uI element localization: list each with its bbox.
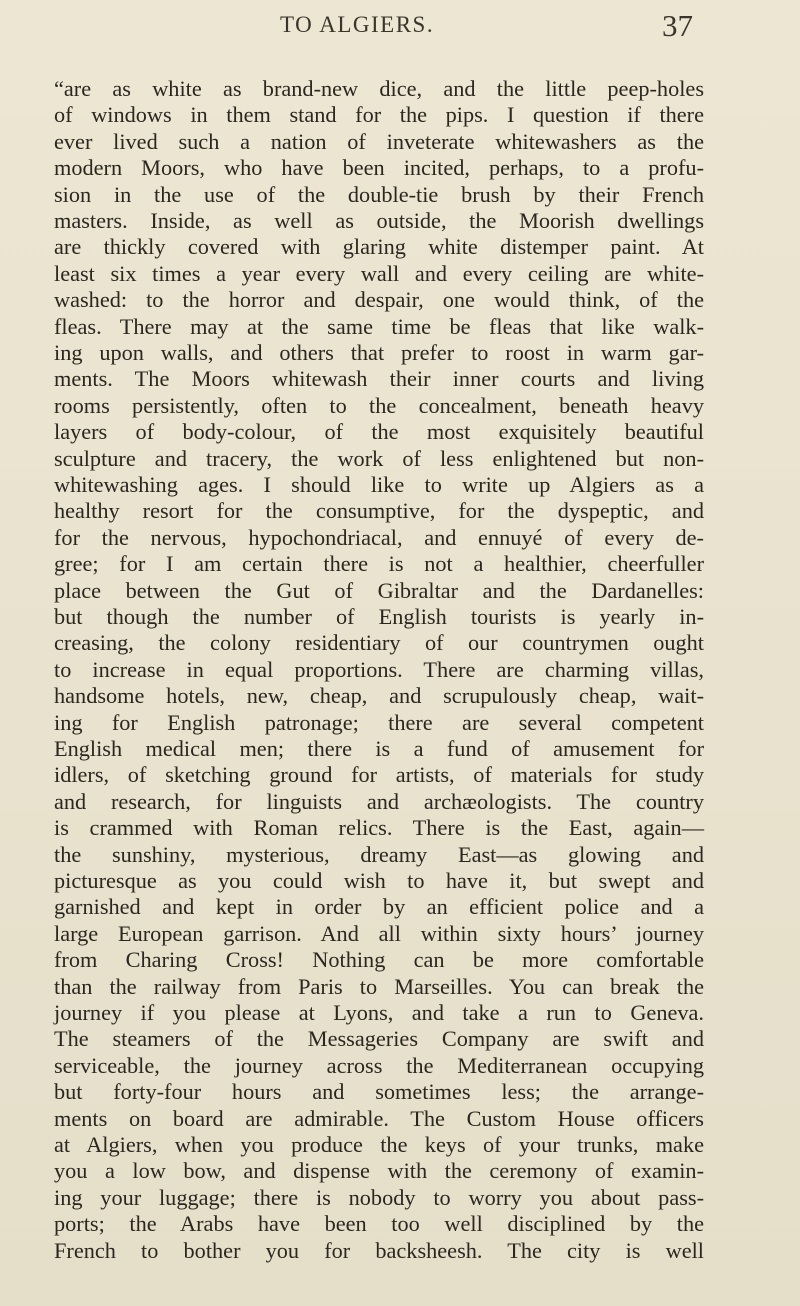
- text-line: ing for English patronage; there are several competent: [54, 709, 704, 735]
- text-line: of windows in them stand for the pips. I question if there: [54, 102, 704, 128]
- text-line: modern Moors, who have been incited, perhaps, to a profu-: [54, 155, 704, 181]
- text-line: ing upon walls, and others that prefer to roost in warm gar-: [54, 340, 704, 365]
- text-line: from Charing Cross! Nothing can be more comfortable: [54, 947, 704, 973]
- text-line: whitewashing ages. I should like to write up Algiers as a: [54, 472, 704, 497]
- text-line: sion in the use of the double-tie brush by their French: [54, 181, 704, 207]
- text-line: ing your luggage; there is nobody to worry you about pass-: [54, 1184, 704, 1210]
- text-line: “are as white as brand-new dice, and the little peep-holes: [54, 76, 704, 101]
- text-line: ports; the Arabs have been too well disciplined by the: [54, 1211, 704, 1237]
- text-line: ments. The Moors whitewash their inner courts and living: [54, 366, 704, 392]
- text-line: serviceable, the journey across the Mediterranean occupying: [54, 1052, 704, 1078]
- text-line: and research, for linguists and archæologists. The country: [54, 788, 704, 814]
- text-line: you a low bow, and dispense with the ceremony of examin-: [54, 1158, 704, 1184]
- text-line: but though the number of English tourists is yearly in-: [54, 604, 704, 629]
- text-line: the sunshiny, mysterious, dreamy East—as glowing and: [54, 841, 704, 867]
- text-line: large European garrison. And all within sixty hours’ journey: [54, 920, 704, 946]
- text-line: for the nervous, hypochondriacal, and ennuyé of every de-: [54, 524, 704, 550]
- text-line: healthy resort for the consumptive, for the dyspeptic, and: [54, 498, 704, 524]
- text-line: ments on board are admirable. The Custom House officers: [54, 1105, 704, 1131]
- text-line: sculpture and tracery, the work of less enlightened but non-: [54, 445, 704, 471]
- running-head-title: TO ALGIERS.: [280, 12, 435, 37]
- text-line: idlers, of sketching ground for artists, of materials for study: [54, 762, 704, 788]
- text-line: ever lived such a nation of inveterate whitewashers as the: [54, 128, 704, 154]
- text-line: English medical men; there is a fund of amusement for: [54, 736, 704, 761]
- text-line: washed: to the horror and despair, one would think, of the: [54, 287, 704, 313]
- text-line: place between the Gut of Gibraltar and the Dardanelles:: [54, 577, 704, 603]
- text-line: at Algiers, when you produce the keys of your trunks, make: [54, 1132, 704, 1157]
- text-line: handsome hotels, new, cheap, and scrupulously cheap, wait-: [54, 683, 704, 709]
- text-line: fleas. There may at the same time be fleas that like walk-: [54, 313, 704, 339]
- text-line: French to bother you for backsheesh. The city is well: [54, 1237, 704, 1263]
- page-number: 37: [662, 8, 693, 43]
- text-line: masters. Inside, as well as outside, the Moorish dwellings: [54, 208, 704, 233]
- text-line: The steamers of the Messageries Company are swift and: [54, 1026, 704, 1052]
- running-head: [0, 8, 800, 48]
- text-line: least six times a year every wall and every ceiling are white-: [54, 260, 704, 286]
- text-line: but forty-four hours and sometimes less; the arrange-: [54, 1079, 704, 1105]
- text-line: journey if you please at Lyons, and take a run to Geneva.: [54, 1000, 704, 1025]
- text-line: layers of body-colour, of the most exquisitely beautiful: [54, 419, 704, 445]
- text-line: gree; for I am certain there is not a healthier, cheerfuller: [54, 551, 704, 577]
- text-line: garnished and kept in order by an efficient police and a: [54, 894, 704, 920]
- text-line: are thickly covered with glaring white distemper paint. At: [54, 234, 704, 260]
- text-line: rooms persistently, often to the concealment, beneath heavy: [54, 392, 704, 418]
- text-line: creasing, the colony residentiary of our countrymen ought: [54, 630, 704, 656]
- text-line: to increase in equal proportions. There are charming villas,: [54, 656, 704, 682]
- text-line: is crammed with Roman relics. There is the East, again—: [54, 815, 704, 841]
- text-line: picturesque as you could wish to have it, but swept and: [54, 868, 704, 893]
- text-line: than the railway from Paris to Marseilles. You can break the: [54, 973, 704, 999]
